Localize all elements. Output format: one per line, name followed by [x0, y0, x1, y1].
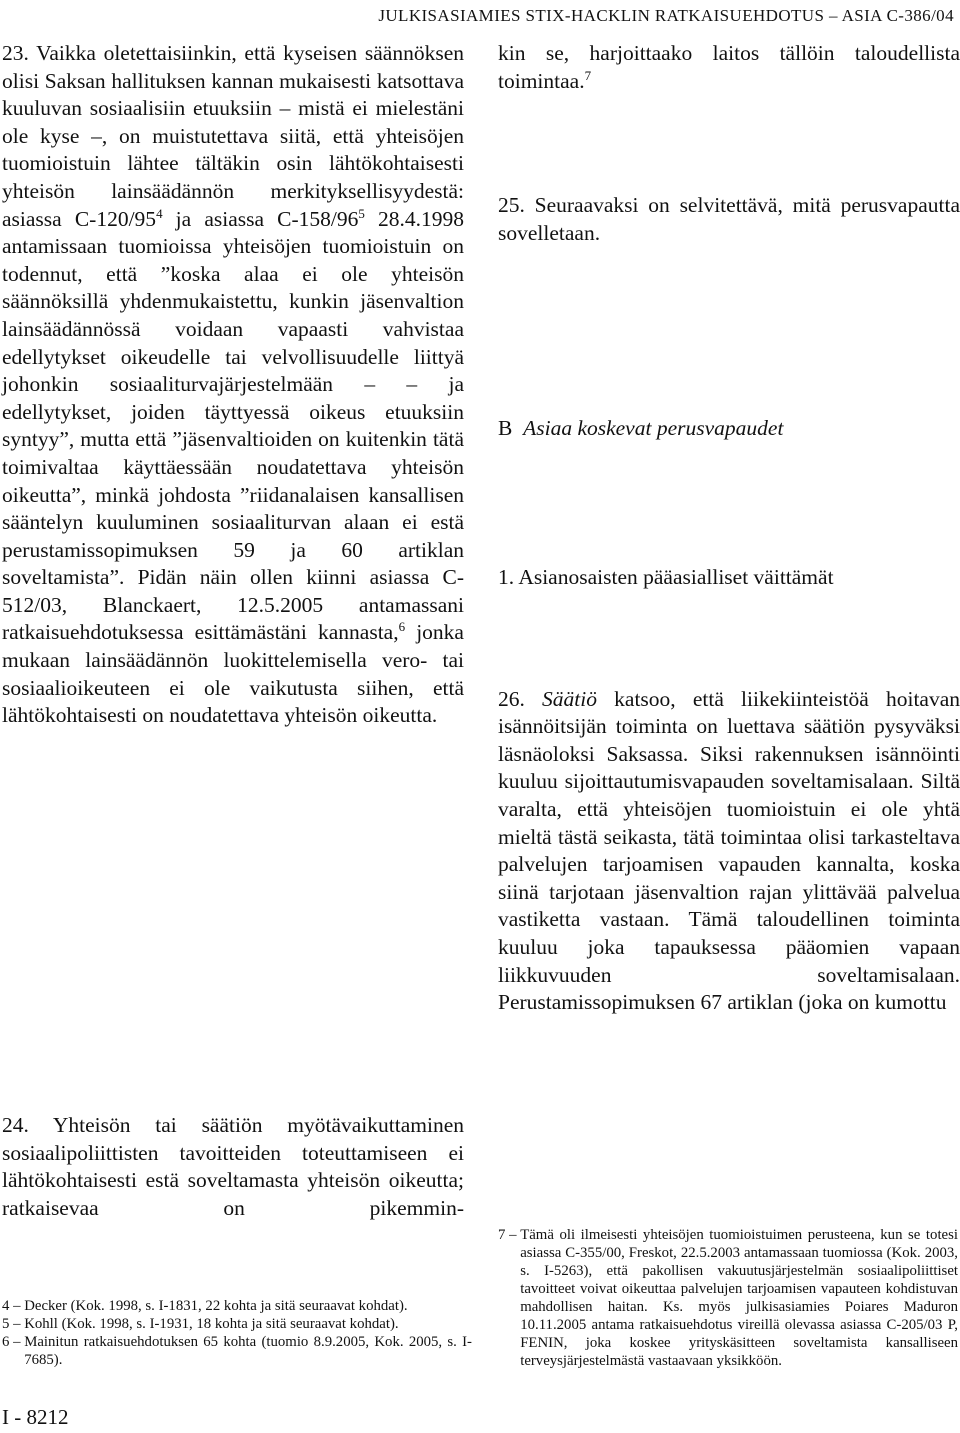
paragraph-24: 24. Yhteisön tai säätiön myötävaikuttaminen sosiaalipoliittisten tavoitteiden toteuttamiseen ei lähtökohtaisesti estä soveltamasta yhteisön oikeutta; ratkaisevaa on pikemmin-: [2, 1113, 464, 1220]
continuation-text-body: kin se, harjoittaako laitos tällöin taloudellista toimintaa.: [498, 41, 960, 93]
footnote-4: [2, 1297, 472, 1315]
footnote-label: 5 –: [2, 1316, 25, 1332]
page-number: I - 8212: [2, 1405, 69, 1429]
paragraph-26: [498, 686, 960, 1017]
footnotes-left: [2, 1297, 472, 1369]
paragraph-26-subject: Säätiö: [542, 686, 597, 711]
footnote-7: [498, 1226, 958, 1370]
paragraph-26-number: 26.: [498, 686, 543, 711]
footnote-label: 4 –: [2, 1298, 25, 1314]
paragraph-26-text: katsoo, että liikekiinteistöä hoitavan isännöitsijän toiminta on luettava säätiön pysyväksi läsnäoloksi Saksassa. Siksi rakennuksen isännöinti kuuluu sijoittautumisvapauden soveltamisalaan. Siltä varalta, että yhteisöjen tuomioistuin ei ole yhtä mieltä tästä seikasta, tätä toimintaa olisi tarkasteltava palvelujen tarjoamisen vapauden kannalta, koska siinä tarjotaan jäsenvaltion rajan ylittävää palvelua vastiketta vastaan. Tämä taloudellinen toiminta kuuluu joka tapauksessa pääomien vapaan liikkuvuuden soveltamisalaan. Perustamissopimuksen 67 artiklan (joka on kumottu: [498, 686, 960, 1015]
footnote-text: Tämä oli ilmeisesti yhteisöjen tuomioistuimen perusteena, kun se totesi asiassa C-355/00, Freskot, 22.5.2003 antamassaan tuomiossa (Kok. 2003, s. I-5263), että pakollisen vakuutusjärjestelmän sosiaalipoliittiset tavoitteet voivat oikeuttaa palvelujen tarjoamisen vapauteen kohdistuvan mahdollisen haitan. Ks. myös julkisasiamies Poiares Maduron 10.11.2005 antama ratkaisuehdotus vireillä olevassa asiassa C-205/03 P, FENIN, joka koskee yrityskäsitteen soveltamista kansalliseen terveysjärjestelmästä vastaavaan yksikköön.: [520, 1227, 958, 1369]
paragraph-23: [2, 40, 464, 1112]
footnote-label: 7 –: [498, 1227, 521, 1243]
footnote-label: 6 –: [2, 1334, 25, 1350]
footnote-ref-7: 7: [584, 67, 592, 83]
paragraph-23-text-b: ja asiassa C-158/96: [162, 206, 359, 231]
footnote-ref-6: 6: [398, 619, 406, 635]
footnotes-right: [498, 1226, 958, 1370]
paragraph-25: 25. Seuraavaksi on selvitettävä, mitä perusvapautta sovelletaan.: [498, 193, 960, 245]
running-head: JULKISASIAMIES STIX-HACKLIN RATKAISUEHDOTUS – ASIA C-386/04: [378, 6, 954, 25]
footnote-5: [2, 1315, 472, 1333]
section-b-letter: B: [498, 416, 513, 441]
section-b-title: Asiaa koskevat perusvapaudet: [523, 416, 784, 441]
paragraph-23-text-a: 23. Vaikka oletettaisiinkin, että kyseisen säännöksen olisi Saksan hallituksen kannan mukaisesti katsottava kuuluvan sosiaalisiin etuuksiin – mistä ei mielestäni ole kyse –, on muistutettava siitä, että yhteisöjen tuomioistuin lähtee tältäkin osin lähtökohtaisesti yhteisön lainsäädännön merkityksellisyydestä: asiassa C-120/95: [2, 41, 464, 231]
right-column: [498, 40, 960, 1017]
section-b-heading: [498, 415, 960, 443]
paragraph-23-text-c: 28.4.1998 antamissaan tuomioissa yhteisöjen tuomioistuin on todennut, että ”koska alaa ei ole yhteisön säännöksillä yhdenmukaistettu, kunkin jäsenvaltion lainsäädännössä voidaan vapaasti vahvistaa edellytykset oikeudelle tai velvollisuudelle liittyä johonkin sosiaaliturvajärjestelmään – – ja edellytykset, joiden täyttyessä oikeus etuuksiin syntyy”, mutta että ”jäsenvaltioiden on kuitenkin tätä toimivaltaa käyttäessään noudatettava yhteisön oikeutta”, minkä johdosta ”riidanalaisen kansallisen sääntelyn kuuluminen sosiaaliturvan alaan ei estä perustamissopimuksen 59 ja 60 artiklan soveltamista”. Pidän näin ollen kiinni asiassa C-512/03, Blanckaert, 12.5.2005 antamassani ratkaisuehdotuksessa esittämästäni kannasta,: [2, 206, 464, 645]
footnote-ref-5: 5: [358, 205, 365, 221]
footnote-text: Mainitun ratkaisuehdotuksen 65 kohta (tuomio 8.9.2005, Kok. 2005, s. I-7685).: [24, 1334, 472, 1368]
footnote-ref-4: 4: [156, 205, 163, 221]
left-column: [2, 40, 464, 1222]
footnote-text: Kohll (Kok. 1998, s. I-1931, 18 kohta ja sitä seuraavat kohdat).: [24, 1316, 399, 1332]
continuation-text: [498, 40, 960, 95]
section-1-heading: 1. Asianosaisten pääasialliset väittämät: [498, 564, 834, 589]
footnote-text: Decker (Kok. 1998, s. I-1831, 22 kohta ja sitä seuraavat kohdat).: [24, 1298, 408, 1314]
paragraph-23-text-d: jonka mukaan lainsäädännön luokittelemisella vero- tai sosiaalioikeuteen ei ole vaikutusta siihen, että lähtökohtaisesti on noudatettava yhteisön oikeutta.: [2, 620, 464, 728]
footnote-6: [2, 1333, 472, 1369]
